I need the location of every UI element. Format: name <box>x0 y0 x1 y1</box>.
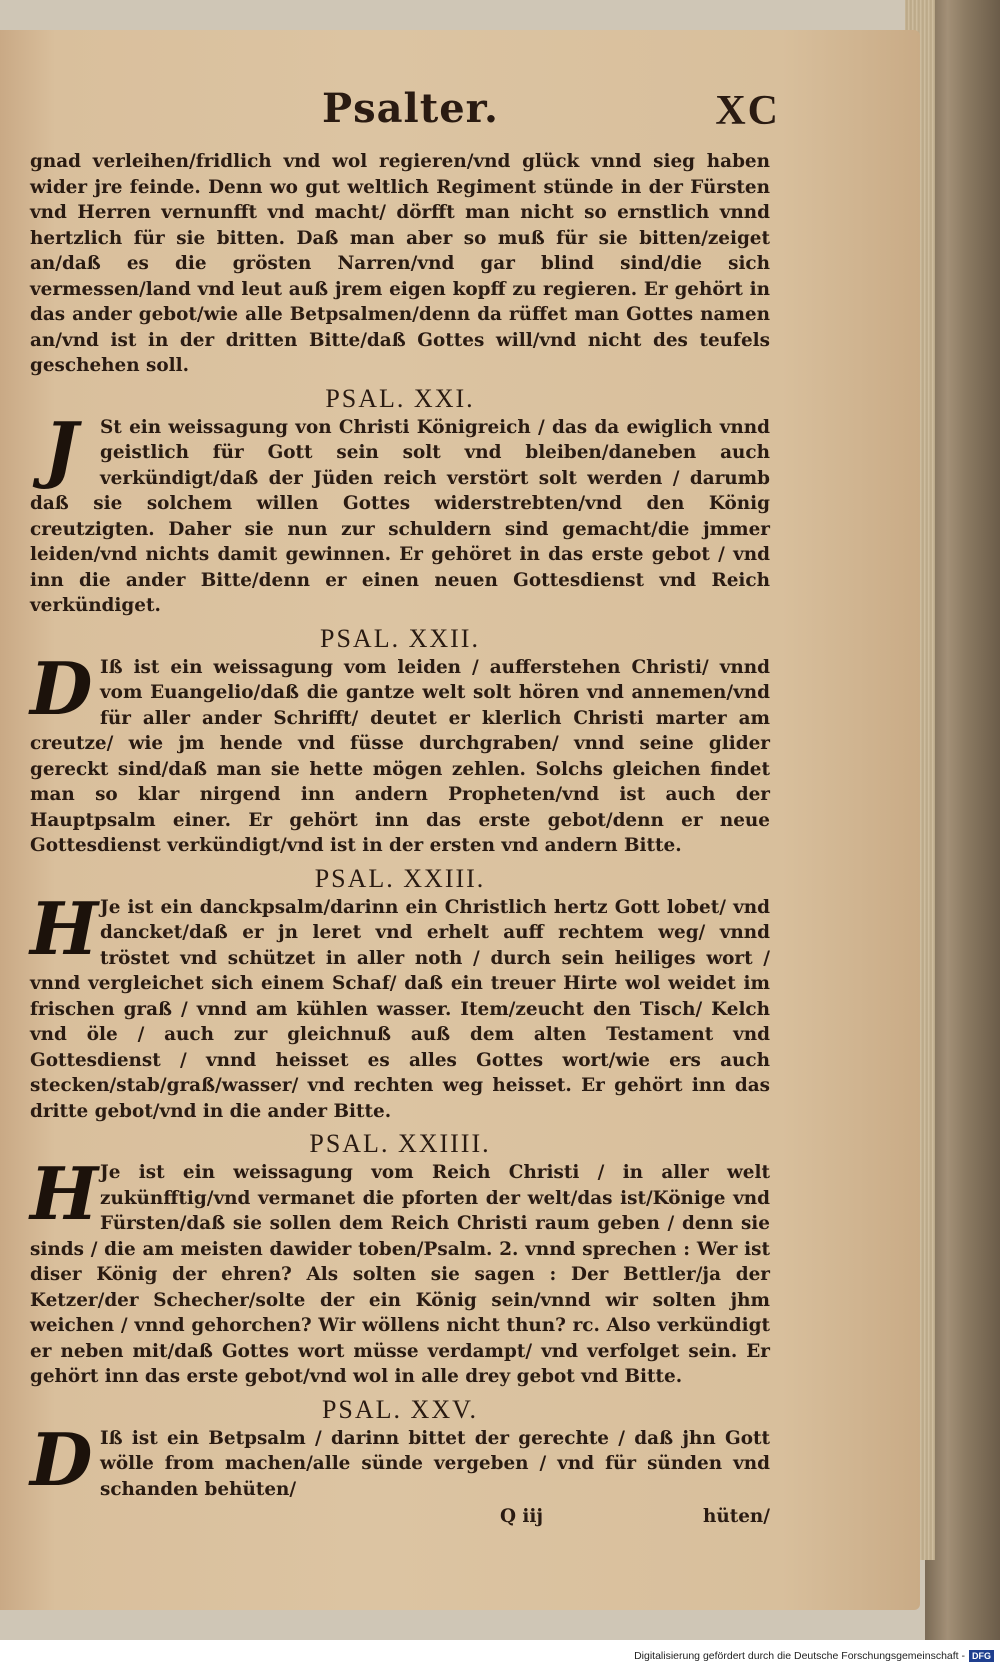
section-paragraph <box>30 405 770 619</box>
running-head <box>30 85 780 149</box>
section-text: Je ist ein weissagung vom Reich Christi / in aller welt zukünfftig/vnd vermanet die pforten der welt/das ist/Könige vnd Fürsten/daß sie sollen dem Reich Christi raum geben / denn sie sinds / die am meisten dawider toben/Psalm. 2. vnnd sprechen : Wer ist diser König der ehren? Als solten sie sagen : Der Bettler/ja der Ketzer/der Schecher/solte der ein König sein/vnnd wir solten jhm weichen / vnnd gehorchen? Wir wöllens nicht thun? rc. Also verkündigt er neben mit/daß Gottes wort müsse verdampt/ vnd verfolget sein. Er gehört inn das erste gebot/vnd wol in alle drey gebot vnd Bitte. <box>30 1162 770 1387</box>
running-head-title: Psalter. <box>322 85 499 132</box>
catchword: hüten/ <box>702 1506 770 1527</box>
section-paragraph <box>30 1151 770 1390</box>
section-psalm-25 <box>30 1396 770 1503</box>
section-text: St ein weissagung von Christi Königreich / das da ewiglich vnnd geistlich für Gott sein solt vnd bleiben/daneben auch verkündigt/daß der Jüden reich verstört solt werden / darumb daß sie solchem willen Gottes widerstrebten/vnd den König creutzigten. Daher sie nun zur schuldern sind gemacht/die jmmer leiden/vnd nichts damit gewinnen. Er gehöret in das erste gebot / vnd inn die ander Bitte/denn er einen neuen Gottesdienst vnd Reich verkündiget. <box>30 416 770 616</box>
initial-letter: H <box>30 1151 99 1236</box>
signature-mark: Q iij <box>500 1506 544 1527</box>
section-paragraph <box>30 645 770 859</box>
folio-number: XC <box>715 88 780 134</box>
page-content <box>30 85 780 1527</box>
section-psalm-21 <box>30 385 770 619</box>
section-text: Iß ist ein weissagung vom leiden / aufferstehen Christi/ vnnd vom Euangelio/daß die gantze welt solt hören vnd annemen/vnd für aller ander Schrifft/ deutet er klerlich Christi marter am creutze/ wie jm hende vnd füsse durchgraben/ vnnd seine glider gereckt sind/daß man sie hette mögen zehlen. Solchs gleichen findet man so klar nirgend inn andern Propheten/vnd ist auch der Hauptpsalm einer. Er gehört inn das erste gebot/denn er neue Gottesdienst verkündigt/vnd ist in der ersten vnd andern Bitte. <box>30 656 770 856</box>
section-psalm-24 <box>30 1130 770 1390</box>
section-psalm-23 <box>30 865 770 1125</box>
dfg-logo: DFG <box>969 1650 994 1662</box>
section-paragraph <box>30 1416 770 1503</box>
book-binding-edge <box>925 0 1000 1640</box>
book-page <box>0 30 920 1610</box>
initial-letter: D <box>30 645 93 731</box>
digitization-credit <box>634 1650 994 1662</box>
initial-letter: J <box>43 405 79 491</box>
section-heading: PSAL. XXII. <box>320 623 480 653</box>
initial-letter: H <box>30 885 99 971</box>
signature-line <box>30 1506 770 1527</box>
section-psalm-22 <box>30 625 770 859</box>
section-text: Iß ist ein Betpsalm / darinn bittet der gerechte / daß jhn Gott wölle from machen/alle sünde vergeben / vnd für sünden vnd schanden behüten/ <box>100 1427 770 1500</box>
section-heading: PSAL. XXI. <box>325 383 475 413</box>
section-heading: PSAL. XXIIII. <box>309 1129 491 1158</box>
credit-text: Digitalisierung gefördert durch die Deutsche Forschungsgemeinschaft - <box>634 1650 965 1662</box>
intro-paragraph: gnad verleihen/fridlich vnd wol regieren/vnd glück vnnd sieg haben wider jre feinde. Denn wo gut weltlich Regiment stünde in der Fürsten vnd Herren vernunfft vnd macht/ dörfft man nicht so ernstlich vnnd hertzlich für sie bitten. Daß man aber so muß für sie bitten/zeiget an/daß es die grösten Narren/vnd gar blind sind/die sich vermessen/land vnd leut auß jrem eigen kopff zu regieren. Er gehört in das ander gebot/wie alle Betpsalmen/denn da rüffet man Gottes namen an/vnd ist in der dritten Bitte/daß Gottes will/vnd nicht des teufels geschehen soll. <box>30 151 770 376</box>
section-paragraph <box>30 885 770 1125</box>
section-text: Je ist ein danckpsalm/darinn ein Christlich hertz Gott lobet/ vnd dancket/daß er jn leret vnd erhelt auff rechtem weg/ vnnd tröstet vnd schützet in aller noth / durch sein heiliges wort / vnnd vergleichet sich einem Schaf/ daß ein treuer Hirte wol weidet im frischen graß / vnnd am kühlen wasser. Item/zeucht den Tisch/ Kelch vnd öle / auch zur gleichnuß auß dem alten Testament vnd Gottesdienst / vnnd heisset es alles Gottes wort/wie ers auch stecken/stab/graß/wasser/ vnd rechten weg heisset. Er gehört inn das dritte gebot/vnd in die ander Bitte. <box>30 896 770 1122</box>
initial-letter: D <box>30 1416 93 1502</box>
section-heading: PSAL. XXIII. <box>314 863 486 893</box>
section-heading: PSAL. XXV. <box>321 1394 479 1424</box>
